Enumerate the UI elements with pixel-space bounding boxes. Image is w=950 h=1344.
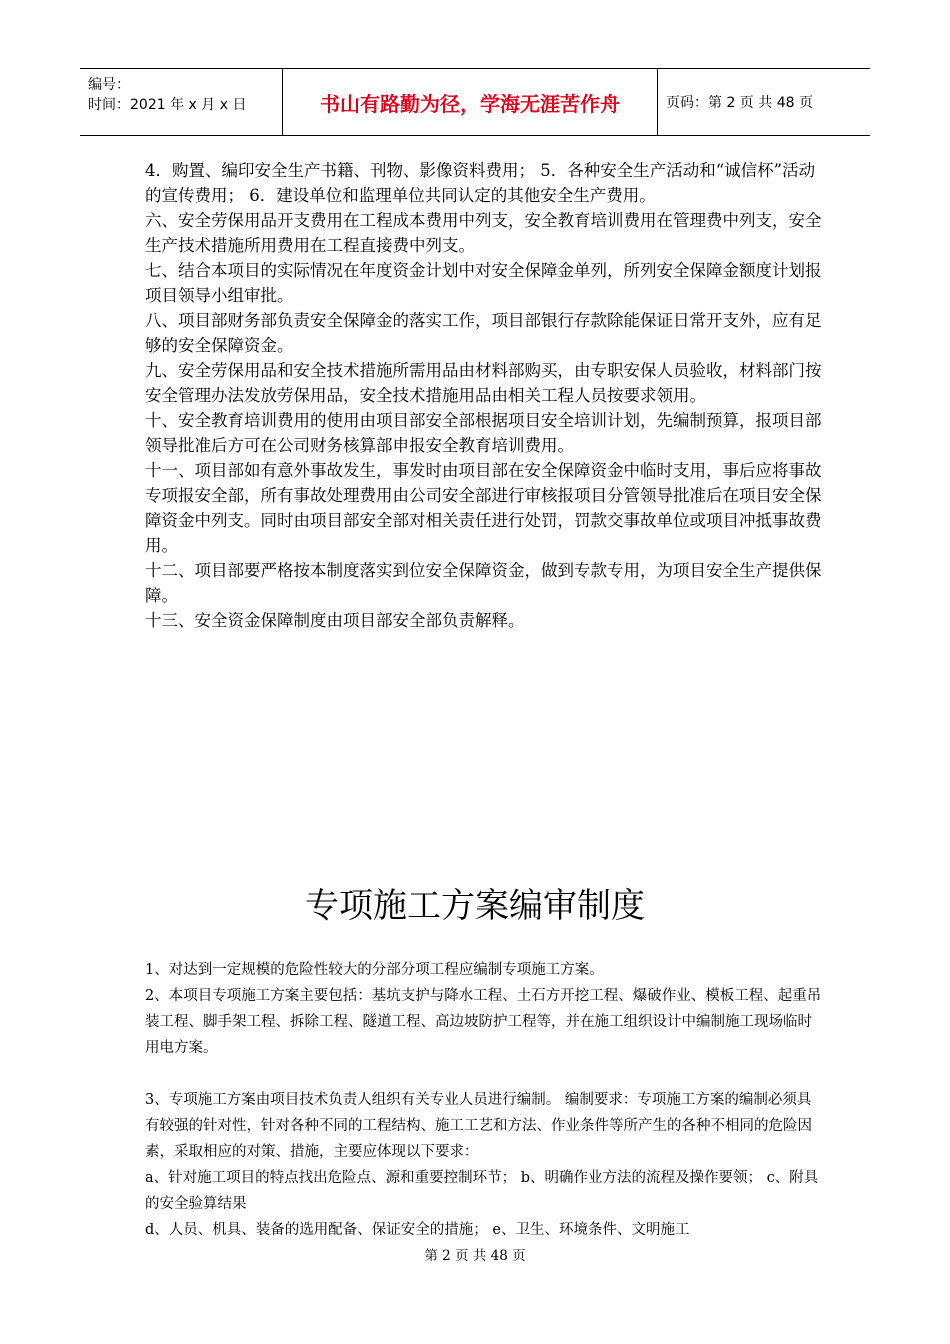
section-title: 专项施工方案编审制度 <box>305 886 645 926</box>
number-label: 编号： <box>88 77 130 93</box>
paragraph: 六、安全劳保用品开支费用在工程成本费用中列支，安全教育培训费用在管理费中列支，安全生产技术措施所用费用在工程直接费中列支。 <box>145 211 822 255</box>
paragraph: 3、专项施工方案由项目技术负责人组织有关专业人员进行编制。 编制要求：专项施工方案的编制必须具有较强的针对性，针对各种不同的工程结构、施工工艺和方法、作业条件等所产生的各种不相同的危险因素，采取相应的对策、措施，主要应体现以下要求： <box>145 1092 812 1160</box>
paragraph: 九、安全劳保用品和安全技术措施所需用品由材料部购买，由专职安保人员验收，材料部门按安全管理办法发放劳保用品，安全技术措施用品由相关工程人员按要求领用。 <box>145 361 822 405</box>
paragraph: 八、项目部财务部负责安全保障金的落实工作，项目部银行存款除能保证日常开支外，应有足够的安全保障资金。 <box>145 311 822 355</box>
paragraph: d、人员、机具、装备的选用配备、保证安全的措施； e、卫生、环境条件、文明施工 <box>145 1222 690 1238</box>
header-meta <box>80 69 282 135</box>
paragraph: a、针对施工项目的特点找出危险点、源和重要控制环节； b、明确作业方法的流程及操作要领； c、附具的安全验算结果 <box>145 1170 819 1212</box>
header-page-code: 页码：第 2 页 共 48 页 <box>666 95 813 111</box>
paragraph: 2、本项目专项施工方案主要包括：基坑支护与降水工程、土石方开挖工程、爆破作业、模板工程、起重吊装工程、脚手架工程、拆除工程、隧道工程、高边坡防护工程等，并在施工组织设计中编制施工现场临时用电方案。 <box>145 988 822 1056</box>
paragraph-gap <box>145 1061 825 1087</box>
time-label: 时间：2021 年 x 月 x 日 <box>88 97 247 113</box>
document-header <box>80 68 870 136</box>
paragraph: 七、结合本项目的实际情况在年度资金计划中对安全保障金单列，所列安全保障金额度计划报项目领导小组审批。 <box>145 261 822 305</box>
safety-fund-section <box>145 158 825 633</box>
special-plan-section <box>145 957 825 1243</box>
paragraph: 4．购置、编印安全生产书籍、刊物、影像资料费用； 5．各种安全生产活动和“诚信杯”活动的宣传费用； 6．建设单位和监理单位共同认定的其他安全生产费用。 <box>145 161 816 205</box>
paragraph: 1、对达到一定规模的危险性较大的分部分项工程应编制专项施工方案。 <box>145 962 604 978</box>
page-footer: 第 2 页 共 48 页 <box>424 1248 526 1264</box>
paragraph: 十一、项目部如有意外事故发生，事发时由项目部在安全保障资金中临时支用，事后应将事故专项报安全部，所有事故处理费用由公司安全部进行审核报项目分管领导批准后在项目安全保障资金中列支。同时由项目部安全部对相关责任进行处罚，罚款交事故单位或项目冲抵事故费用。 <box>145 461 822 555</box>
paragraph: 十三、安全资金保障制度由项目部安全部负责解释。 <box>145 611 525 630</box>
paragraph: 十二、项目部要严格按本制度落实到位安全保障资金，做到专款专用，为项目安全生产提供保障。 <box>145 561 822 605</box>
paragraph: 十、安全教育培训费用的使用由项目部安全部根据项目安全培训计划，先编制预算，报项目部领导批准后方可在公司财务核算部申报安全教育培训费用。 <box>145 411 822 455</box>
header-motto: 书山有路勤为径，学海无涯苦作舟 <box>282 69 658 135</box>
